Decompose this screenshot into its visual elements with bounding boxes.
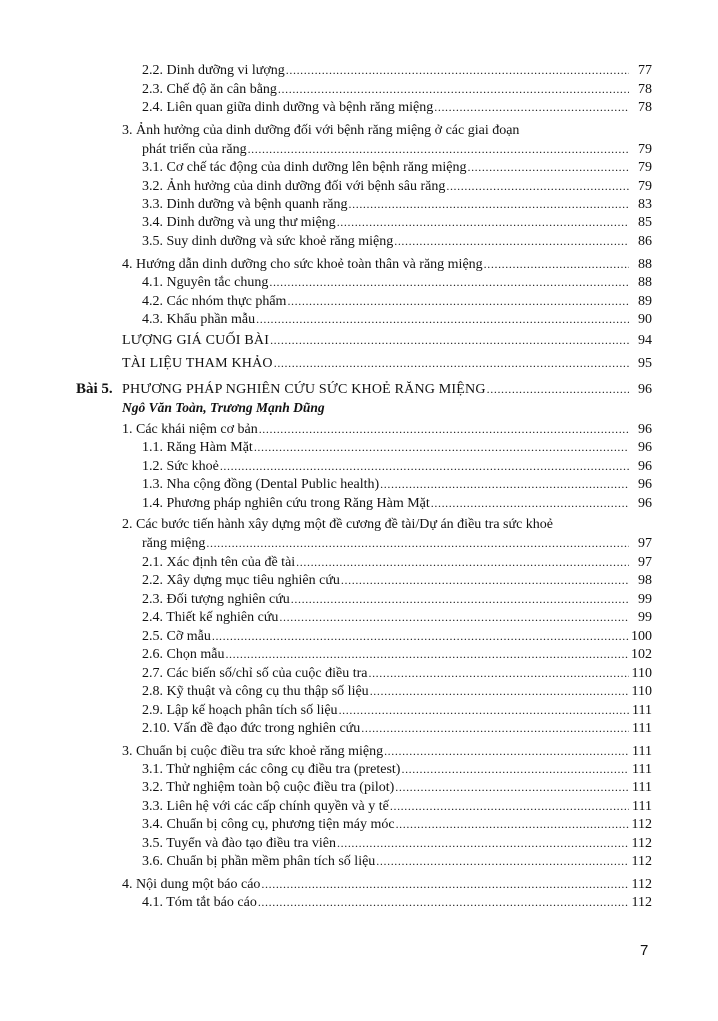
dot-leader [376, 851, 629, 872]
toc-entry-page: 102 [631, 647, 652, 662]
dot-leader [361, 718, 629, 739]
toc-entry-label: 2.6. Chọn mẫu [142, 647, 225, 662]
toc-entry [142, 157, 652, 177]
dot-leader [395, 777, 629, 798]
dot-leader [341, 570, 629, 591]
toc-entry [142, 212, 652, 232]
toc-entry-page: 112 [631, 895, 652, 910]
toc-entry [142, 176, 652, 196]
toc-entry-label: 2.2. Xây dựng mục tiêu nghiên cứu [142, 573, 340, 588]
toc-entry-page: 96 [638, 422, 652, 437]
toc-entry-page: 78 [638, 100, 652, 115]
toc-entry-page: 110 [631, 666, 652, 681]
dot-leader [286, 60, 629, 81]
toc-entry [142, 97, 652, 117]
toc-entry [142, 456, 652, 476]
toc-entry-label-line1: 2. Các bước tiến hành xây dựng một đề cương đề tài/Dự án điều tra sức khoẻ [122, 517, 554, 532]
toc-entry-page: 111 [632, 703, 652, 718]
toc-entry-page: 78 [638, 82, 652, 97]
toc-entry [122, 330, 652, 350]
toc-entry-page: 77 [638, 63, 652, 78]
toc-entry-page: 96 [638, 459, 652, 474]
toc-entry-page: 98 [638, 573, 652, 588]
toc-entry-page: 99 [638, 592, 652, 607]
toc-entry [142, 718, 652, 738]
toc-entry [142, 814, 652, 834]
page-number: 7 [640, 942, 649, 959]
toc-entry [142, 79, 652, 99]
toc-entry-label: 1.4. Phương pháp nghiên cứu trong Răng Hàm Mặt [142, 496, 430, 511]
dot-leader [337, 212, 629, 233]
toc-entry-page: 111 [632, 762, 652, 777]
toc-entry-page: 111 [632, 721, 652, 736]
toc-entry [142, 533, 652, 553]
toc-entry-page: 89 [638, 294, 652, 309]
dot-leader [274, 353, 629, 374]
toc-entry-label: LƯỢNG GIÁ CUỐI BÀI [122, 333, 270, 348]
toc-entry-page: 94 [638, 333, 652, 348]
toc-entry-label: 4.1. Nguyên tắc chung [142, 275, 269, 290]
toc-entry-label: 1. Các khái niệm cơ bản [122, 422, 258, 437]
toc-entry-page: 79 [638, 160, 652, 175]
toc-entry [122, 741, 652, 761]
toc-entry-page: 96 [638, 496, 652, 511]
toc-entry [142, 552, 652, 572]
dot-leader [394, 231, 629, 252]
dot-leader [434, 97, 629, 118]
toc-entry-page: 96 [638, 382, 652, 397]
toc-entry-label: 2.2. Dinh dưỡng vi lượng [142, 63, 285, 78]
toc-entry-label: 2.8. Kỹ thuật và công cụ thu thập số liệu [142, 684, 369, 699]
toc-entry [142, 194, 652, 214]
toc-entry-page: 88 [638, 257, 652, 272]
dot-leader [370, 681, 629, 702]
toc-entry-page: 112 [631, 854, 652, 869]
lesson-title: PHƯƠNG PHÁP NGHIÊN CỨU SỨC KHOẺ RĂNG MIỆNG [122, 382, 486, 397]
lesson-number: Bài 5. [76, 381, 113, 397]
toc-entry [122, 419, 652, 439]
lesson-authors: Ngô Văn Toàn, Trương Mạnh Dũng [122, 400, 325, 415]
toc-entry-label: 2.3. Chế độ ăn cân bằng [142, 82, 277, 97]
toc-entry [142, 493, 652, 513]
toc-entry-label: 2.3. Đối tượng nghiên cứu [142, 592, 290, 607]
toc-entry-page: 79 [638, 142, 652, 157]
toc-entry [142, 589, 652, 609]
toc-entry [142, 291, 652, 311]
toc-entry-page: 112 [631, 877, 652, 892]
toc-entry-label: TÀI LIỆU THAM KHẢO [122, 356, 273, 371]
toc-entry [142, 644, 652, 664]
dot-leader [206, 533, 629, 554]
toc-entry-label-line1: 3. Ảnh hưởng của dinh dưỡng đối với bệnh răng miệng ở các giai đoạn [122, 123, 520, 138]
toc-entry-label: 2.4. Thiết kế nghiên cứu [142, 610, 279, 625]
toc-entry [142, 437, 652, 457]
toc-entry [142, 139, 652, 159]
toc-entry-label: 3. Chuẩn bị cuộc điều tra sức khoẻ răng miệng [122, 744, 384, 759]
dot-leader [467, 157, 629, 178]
toc-entry [142, 60, 652, 80]
toc-entry-page: 100 [631, 629, 652, 644]
toc-entry [122, 874, 652, 894]
toc-entry-label: 2.7. Các biến số/chỉ số của cuộc điều tra [142, 666, 368, 681]
toc-entry-page: 96 [638, 477, 652, 492]
toc-entry [142, 474, 652, 494]
toc-entry [142, 607, 652, 627]
toc-entry-label: 4.3. Khẩu phần mẫu [142, 312, 256, 327]
toc-entry-label: 3.5. Suy dinh dưỡng và sức khoẻ răng miệng [142, 234, 394, 249]
toc-entry-page: 90 [638, 312, 652, 327]
toc-entry [142, 851, 652, 871]
toc-entry-page: 97 [638, 555, 652, 570]
toc-entry-label: 2.1. Xác định tên của đề tài [142, 555, 296, 570]
toc-entry-label: 2.4. Liên quan giữa dinh dưỡng và bệnh răng miệng [142, 100, 434, 115]
toc-entry [142, 309, 652, 329]
toc-entry-label: 2.9. Lập kế hoạch phân tích số liệu [142, 703, 338, 718]
toc-entry [122, 254, 652, 274]
toc-entry-label: 3.3. Liên hệ với các cấp chính quyền và y tế [142, 799, 389, 814]
toc-entry-label: 4.1. Tóm tắt báo cáo [142, 895, 257, 910]
toc-entry [122, 353, 652, 373]
toc-entry-page: 112 [631, 817, 652, 832]
toc-entry-label: 2.10. Vấn đề đạo đức trong nghiên cứu [142, 721, 361, 736]
toc-entry-label: phát triển của răng [142, 142, 247, 157]
dot-leader [270, 330, 629, 351]
toc-entry [142, 892, 652, 912]
toc-entry-page: 97 [638, 536, 652, 551]
toc-entry [142, 570, 652, 590]
toc-entry-label: 2.5. Cỡ mẫu [142, 629, 211, 644]
toc-entry-page: 111 [632, 780, 652, 795]
toc-entry-page: 95 [638, 356, 652, 371]
dot-leader [396, 814, 629, 835]
dot-leader [380, 474, 629, 495]
dot-leader [225, 644, 629, 665]
dot-leader [258, 892, 629, 913]
dot-leader [487, 379, 629, 400]
toc-entry [142, 663, 652, 683]
toc-entry [142, 700, 652, 720]
toc-entry-label: 3.1. Thử nghiệm các công cụ điều tra (pretest) [142, 762, 401, 777]
dot-leader [431, 493, 629, 514]
toc-entry [142, 626, 652, 646]
toc-entry-label: 1.3. Nha cộng đồng (Dental Public health) [142, 477, 380, 492]
toc-entry-label: 1.2. Sức khoẻ [142, 459, 219, 474]
toc-entry-label: 3.5. Tuyển và đào tạo điều tra viên [142, 836, 337, 851]
toc-entry-label: 1.1. Răng Hàm Mặt [142, 440, 253, 455]
toc-entry-page: 110 [631, 684, 652, 699]
toc-entry [142, 759, 652, 779]
toc-entry-page: 112 [631, 836, 652, 851]
toc-entry-label: 3.6. Chuẩn bị phần mềm phân tích số liệu [142, 854, 376, 869]
toc-entry [142, 796, 652, 816]
toc-entry-page: 86 [638, 234, 652, 249]
toc-entry [142, 681, 652, 701]
toc-entry-page: 88 [638, 275, 652, 290]
toc-entry-label: 4. Hướng dẫn dinh dưỡng cho sức khoẻ toàn thân và răng miệng [122, 257, 483, 272]
toc-entry-label: răng miệng [142, 536, 206, 551]
toc-entry [142, 272, 652, 292]
toc-entry-label: 4. Nội dung một báo cáo [122, 877, 261, 892]
toc-entry-label: 3.4. Dinh dưỡng và ung thư miệng [142, 215, 336, 230]
dot-leader [279, 607, 629, 628]
toc-entry [142, 833, 652, 853]
toc-entry [142, 231, 652, 251]
toc-entry-page: 85 [638, 215, 652, 230]
toc-entry-page: 111 [632, 799, 652, 814]
toc-entry [122, 379, 652, 399]
toc-entry-page: 111 [632, 744, 652, 759]
toc-entry-label: 3.4. Chuẩn bị công cụ, phương tiện máy móc [142, 817, 395, 832]
dot-leader [269, 272, 629, 293]
dot-leader [256, 309, 629, 330]
toc-entry-page: 96 [638, 440, 652, 455]
toc-entry-label: 3.3. Dinh dưỡng và bệnh quanh răng [142, 197, 348, 212]
toc-entry [142, 777, 652, 797]
toc-entry-label: 3.2. Thử nghiệm toàn bộ cuộc điều tra (pilot) [142, 780, 395, 795]
toc-entry-page: 79 [638, 179, 652, 194]
toc-entry-label: 3.2. Ảnh hưởng của dinh dưỡng đối với bệnh sâu răng [142, 179, 446, 194]
toc-entry-page: 83 [638, 197, 652, 212]
toc-entry-page: 99 [638, 610, 652, 625]
toc-entry-label: 4.2. Các nhóm thực phẩm [142, 294, 287, 309]
dot-leader [254, 437, 629, 458]
toc-entry-label: 3.1. Cơ chế tác động của dinh dưỡng lên bệnh răng miệng [142, 160, 467, 175]
